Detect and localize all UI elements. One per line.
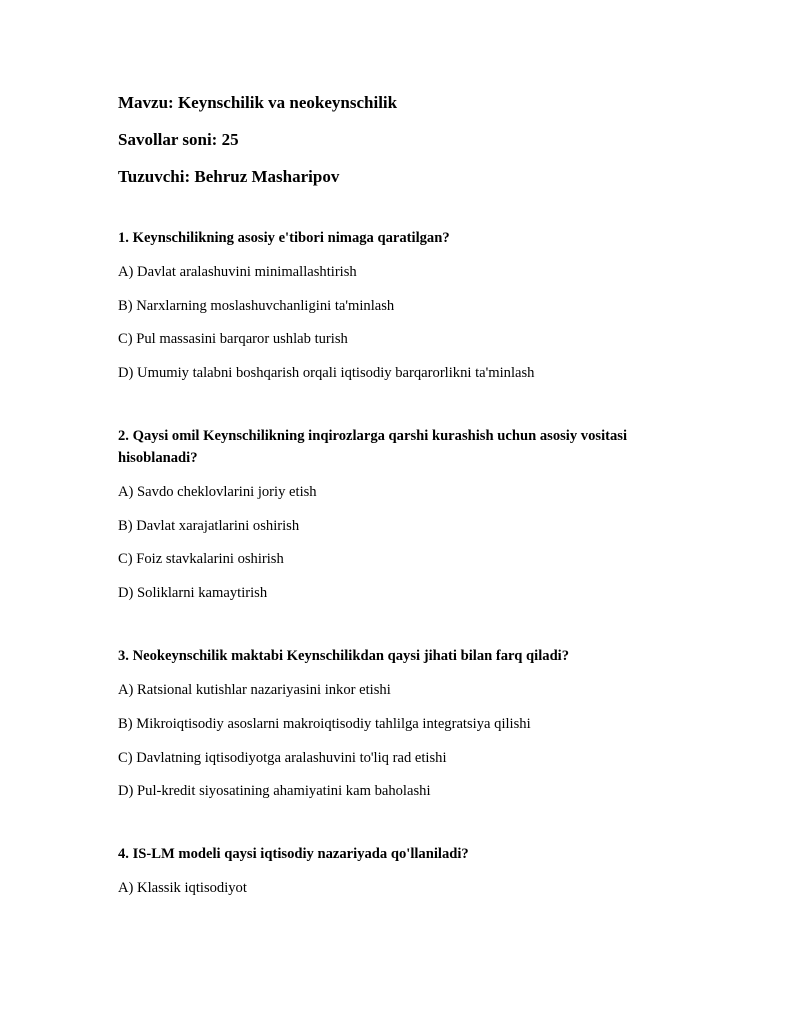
question-text: 1. Keynschilikning asosiy e'tibori nimaga qaratilgan? — [118, 230, 450, 246]
option-c: C) Pul massasini barqaror ushlab turish — [118, 331, 348, 348]
option-d: D) Umumiy talabni boshqarish orqali iqtisodiy barqarorlikni ta'minlash — [118, 365, 535, 382]
option-a: A) Davlat aralashuvini minimallashtirish — [118, 264, 357, 280]
option-c: C) Foiz stavkalarini oshirish — [118, 551, 284, 568]
option-a: A) Savdo cheklovlarini joriy etish — [118, 484, 317, 501]
question-3 — [118, 645, 678, 802]
document-page — [118, 92, 678, 940]
question-2 — [118, 425, 678, 604]
option-b: B) Mikroiqtisodiy asoslarni makroiqtisodiy tahlilga integratsiya qilishi — [118, 715, 531, 732]
option-d: D) Pul-kredit siyosatining ahamiyatini kam baholashi — [118, 783, 431, 800]
author-line: Tuzuvchi: Behruz Masharipov — [118, 167, 340, 186]
question-text: 3. Neokeynschilik maktabi Keynschilikdan qaysi jihati bilan farq qiladi? — [118, 648, 570, 665]
question-count-line: Savollar soni: 25 — [118, 130, 239, 149]
option-b: B) Narxlarning moslashuvchanligini ta'minlash — [118, 297, 395, 314]
option-c: C) Davlatning iqtisodiyotga aralashuvini to'liq rad etishi — [118, 749, 447, 766]
option-a: A) Klassik iqtisodiyot — [118, 880, 247, 897]
question-text: 4. IS-LM modeli qaysi iqtisodiy nazariyada qo'llaniladi? — [118, 846, 469, 863]
question-4 — [118, 843, 678, 899]
question-text: 2. Qaysi omil Keynschilikning inqirozlarga qarshi kurashish uchun asosiy vositasi hisoblanadi? — [118, 428, 628, 467]
option-d: D) Soliklarni kamaytirish — [118, 585, 268, 602]
document-header — [118, 92, 678, 188]
option-b: B) Davlat xarajatlarini oshirish — [118, 517, 300, 534]
topic-line: Mavzu: Keynschilik va neokeynschilik — [118, 93, 398, 112]
option-a: A) Ratsional kutishlar nazariyasini inkor etishi — [118, 682, 391, 699]
question-1 — [118, 227, 678, 384]
